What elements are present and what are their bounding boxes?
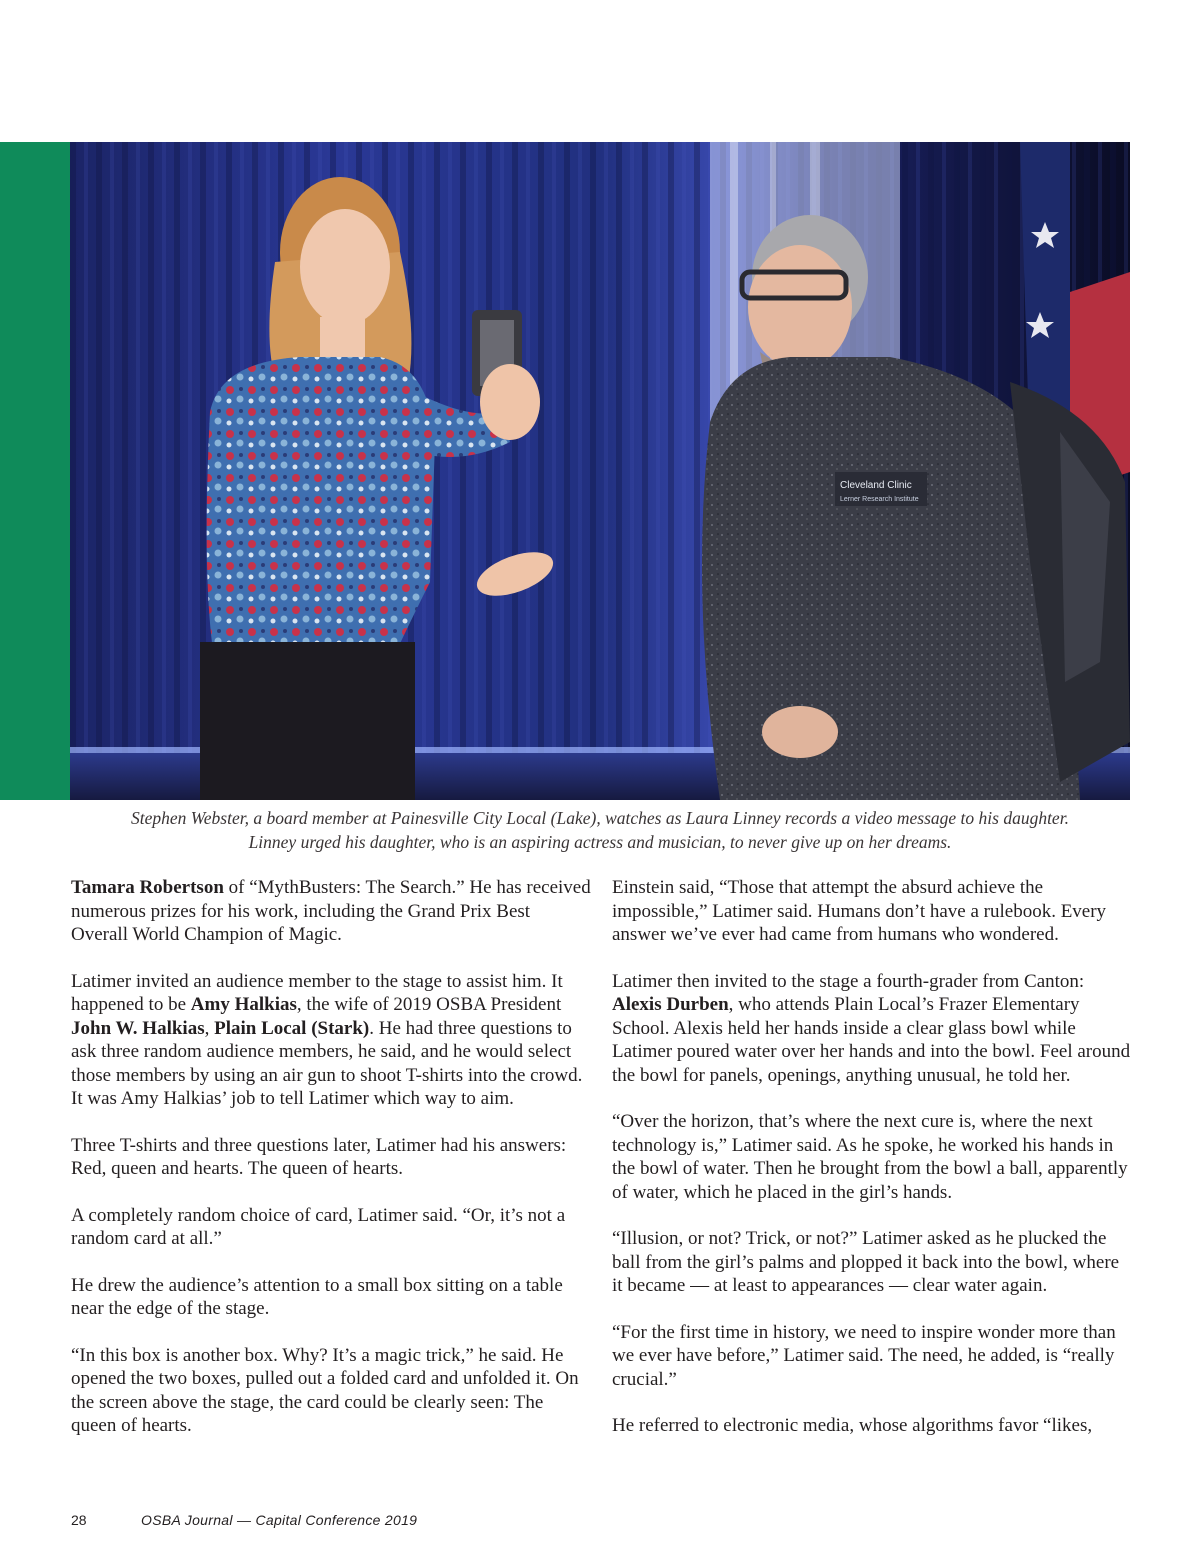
page-footer [71,1512,417,1528]
paragraph: A completely random choice of card, Latimer said. “Or, it’s not a random card at all.” [71,1204,566,1249]
paragraph-text: , the wife of 2019 OSBA President [296,994,562,1015]
paragraph-text: of “MythBusters: The Search.” He has received numerous prizes for his work, including the Grand Prix Best Overall World Champion of Magic. [71,877,591,945]
caption-line-1: Stephen Webster, a board member at Painesville City Local (Lake), watches as Laura Linney records a video message to his daughter. [131,808,1069,828]
paragraph [71,876,591,947]
person-name: John W. Halkias [71,1017,205,1039]
paragraph: “Illusion, or not? Trick, or not?” Latimer asked as he plucked the ball from the girl’s palms and plopped it back into the bowl, where it became — at least to appearances — clear water again. [612,1228,1120,1296]
jacket-logo-subtext: Lerner Research Institute [840,496,919,503]
page-number: 28 [71,1512,87,1528]
paragraph [612,970,1132,1088]
photo-caption [70,806,1130,854]
caption-line-2: Linney urged his daughter, who is an aspiring actress and musician, to never give up on her dreams. [248,832,952,852]
publication-name: OSBA Journal — Capital Conference 2019 [141,1512,418,1528]
paragraph: He drew the audience’s attention to a small box sitting on a table near the edge of the stage. [71,1274,563,1319]
left-column [71,876,591,1461]
paragraph-text: . He had three questions to ask three random audience members, he said, and he would select those members by using an air gun to shoot T-shirts into the crowd. It was Amy Halkias’ job to tell Latimer which way to aim. [71,1017,583,1109]
right-column [612,876,1132,1461]
paragraph: Einstein said, “Those that attempt the absurd achieve the impossible,” Latimer said. Humans don’t have a rulebook. Every answer we’ve ever had came from humans who wondered. [612,877,1107,945]
accent-bar [0,142,70,800]
person-name: Amy Halkias [190,994,297,1015]
paragraph-text: , who attends Plain Local’s Frazer Elementary School. Alexis held her hands inside a clear glass bowl while Latimer poured water over her hands and into the bowl. Feel around the bowl for panels, openings, anything unusual, he told her. [612,994,1131,1086]
paragraph: “In this box is another box. Why? It’s a magic trick,” he said. He opened the two boxes, pulled out a folded card and unfolded it. On the screen above the stage, the card could be clearly seen: The queen of hearts. [71,1344,579,1436]
paragraph [71,970,591,1111]
person-name: Alexis Durben [612,994,729,1015]
paragraph: Three T-shirts and three questions later, Latimer had his answers: Red, queen and hearts. The queen of hearts. [71,1134,567,1179]
jacket-logo-text: Cleveland Clinic [840,480,912,491]
paragraph-text: Latimer invited an audience member to the stage to assist him. It happened to be [71,970,563,1015]
paragraph-text: Latimer then invited to the stage a fourth-grader from Canton: [612,970,1085,992]
paragraph: “Over the horizon, that’s where the next cure is, where the next technology is,” Latimer said. As he spoke, he worked his hands in the bowl of water. Then he brought from the bowl a ball, apparently of water, which he placed in the girl’s hands. [612,1111,1128,1203]
person-name: Tamara Robertson [71,877,224,898]
paragraph-text: , [204,1017,215,1039]
district-name: Plain Local (Stark) [214,1017,370,1039]
paragraph: “For the first time in history, we need to inspire wonder more than we ever have before,” Latimer said. The need, he added, is “really crucial.” [612,1321,1116,1390]
paragraph: He referred to electronic media, whose algorithms favor “likes, [612,1415,1093,1436]
event-photo [70,142,1130,800]
